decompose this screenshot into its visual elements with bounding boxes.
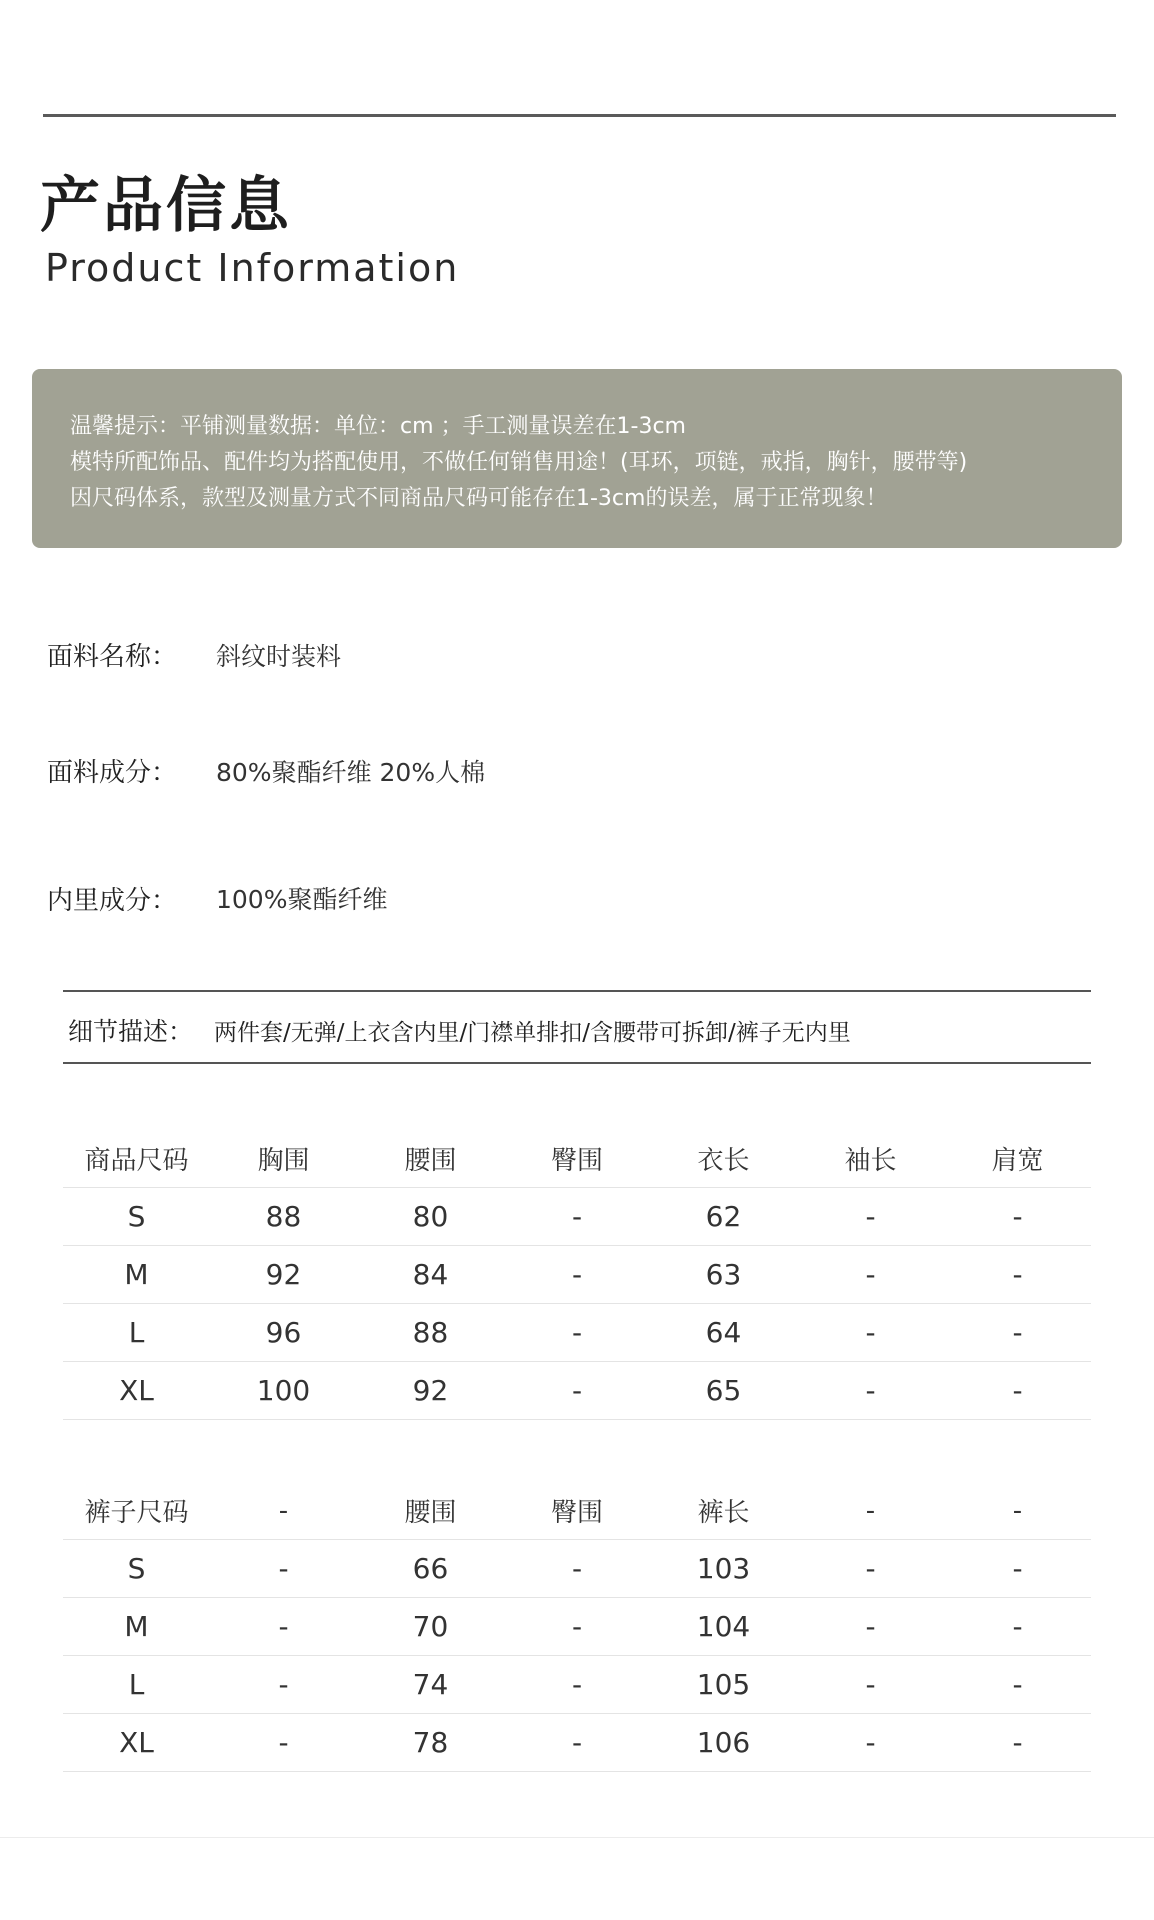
header-hip: 臀围: [504, 1130, 650, 1188]
table-cell: -: [504, 1598, 650, 1656]
header-length: 衣长: [650, 1130, 797, 1188]
detail-bottom-divider: [63, 1062, 1091, 1064]
table-cell: 103: [650, 1540, 797, 1598]
table-row: [63, 1246, 1091, 1304]
table-cell: -: [504, 1714, 650, 1772]
table-row: [63, 1598, 1091, 1656]
fabric-composition-label: 面料成分：: [47, 758, 178, 788]
table-cell: -: [944, 1188, 1091, 1246]
table-cell: 65: [650, 1362, 797, 1420]
table-cell: S: [63, 1188, 210, 1246]
detail-value: 两件套/无弹/上衣含内里/门襟单排扣/含腰带可拆卸/裤子无内里: [214, 1020, 851, 1046]
header-empty: -: [944, 1482, 1091, 1540]
table-cell: 70: [357, 1598, 504, 1656]
table-cell: 100: [210, 1362, 357, 1420]
table-row: [63, 1540, 1091, 1598]
table-cell: 74: [357, 1656, 504, 1714]
detail-label: 细节描述：: [68, 1017, 194, 1046]
table-cell: 105: [650, 1656, 797, 1714]
table-cell: -: [504, 1540, 650, 1598]
lining-composition-label: 内里成分：: [47, 886, 178, 916]
header-pants-length: 裤长: [650, 1482, 797, 1540]
table-cell: XL: [63, 1714, 210, 1772]
table-cell: -: [210, 1540, 357, 1598]
lining-composition-value: 100%聚酯纤维: [216, 885, 388, 914]
table-cell: -: [797, 1304, 944, 1362]
table-cell: S: [63, 1540, 210, 1598]
table-cell: L: [63, 1656, 210, 1714]
bottom-divider: [0, 1837, 1154, 1838]
table-cell: -: [944, 1598, 1091, 1656]
table-cell: L: [63, 1304, 210, 1362]
table-row: [63, 1656, 1091, 1714]
header-pants-size: 裤子尺码: [63, 1482, 210, 1540]
table-cell: -: [797, 1598, 944, 1656]
fabric-name-label: 面料名称：: [47, 642, 178, 672]
table-cell: 78: [357, 1714, 504, 1772]
table-cell: -: [797, 1246, 944, 1304]
top-divider: [43, 114, 1116, 117]
header-chest: 胸围: [210, 1130, 357, 1188]
table-cell: -: [797, 1656, 944, 1714]
pants-size-table: [63, 1482, 1091, 1772]
header-waist: 腰围: [357, 1482, 504, 1540]
header-size: 商品尺码: [63, 1130, 210, 1188]
table-cell: M: [63, 1246, 210, 1304]
notice-line-size-variance: 因尺码体系，款型及测量方式不同商品尺码可能存在1-3cm的误差，属于正常现象！: [70, 486, 888, 511]
top-size-table: [63, 1130, 1091, 1420]
table-cell: 63: [650, 1246, 797, 1304]
detail-top-divider: [63, 990, 1091, 992]
table-cell: 92: [357, 1362, 504, 1420]
table-cell: -: [944, 1362, 1091, 1420]
table-cell: 84: [357, 1246, 504, 1304]
page-subtitle: Product Information: [45, 246, 460, 290]
table-header-row: [63, 1130, 1091, 1188]
table-cell: 92: [210, 1246, 357, 1304]
table-cell: XL: [63, 1362, 210, 1420]
header-sleeve: 袖长: [797, 1130, 944, 1188]
table-cell: 80: [357, 1188, 504, 1246]
notice-line-accessories: 模特所配饰品、配件均为搭配使用，不做任何销售用途！(耳环，项链，戒指，胸针，腰带等): [70, 450, 968, 475]
table-cell: -: [944, 1714, 1091, 1772]
table-cell: -: [944, 1656, 1091, 1714]
table-cell: 88: [210, 1188, 357, 1246]
header-empty: -: [210, 1482, 357, 1540]
table-cell: 106: [650, 1714, 797, 1772]
table-cell: 62: [650, 1188, 797, 1246]
table-cell: -: [210, 1598, 357, 1656]
table-row: [63, 1362, 1091, 1420]
header-waist: 腰围: [357, 1130, 504, 1188]
table-row: [63, 1188, 1091, 1246]
page-title: 产品信息: [40, 171, 292, 241]
table-cell: 104: [650, 1598, 797, 1656]
table-row: [63, 1714, 1091, 1772]
table-cell: -: [944, 1304, 1091, 1362]
table-cell: 66: [357, 1540, 504, 1598]
table-cell: -: [210, 1714, 357, 1772]
table-cell: -: [944, 1540, 1091, 1598]
fabric-name-value: 斜纹时装料: [216, 642, 342, 671]
notice-line-measure: 温馨提示：平铺测量数据：单位：cm ；手工测量误差在1-3cm: [70, 414, 686, 439]
table-cell: 64: [650, 1304, 797, 1362]
fabric-composition-value: 80%聚酯纤维 20%人棉: [216, 758, 486, 787]
table-cell: -: [504, 1304, 650, 1362]
table-cell: -: [504, 1246, 650, 1304]
table-row: [63, 1304, 1091, 1362]
table-cell: -: [504, 1362, 650, 1420]
header-empty: -: [797, 1482, 944, 1540]
table-cell: -: [797, 1362, 944, 1420]
table-header-row: [63, 1482, 1091, 1540]
table-cell: 96: [210, 1304, 357, 1362]
table-cell: -: [797, 1188, 944, 1246]
table-cell: 88: [357, 1304, 504, 1362]
header-hip: 臀围: [504, 1482, 650, 1540]
header-shoulder: 肩宽: [944, 1130, 1091, 1188]
table-cell: -: [504, 1656, 650, 1714]
table-cell: -: [210, 1656, 357, 1714]
table-cell: -: [944, 1246, 1091, 1304]
table-cell: -: [797, 1714, 944, 1772]
table-cell: M: [63, 1598, 210, 1656]
notice-box: [32, 369, 1122, 548]
table-cell: -: [797, 1540, 944, 1598]
table-cell: -: [504, 1188, 650, 1246]
